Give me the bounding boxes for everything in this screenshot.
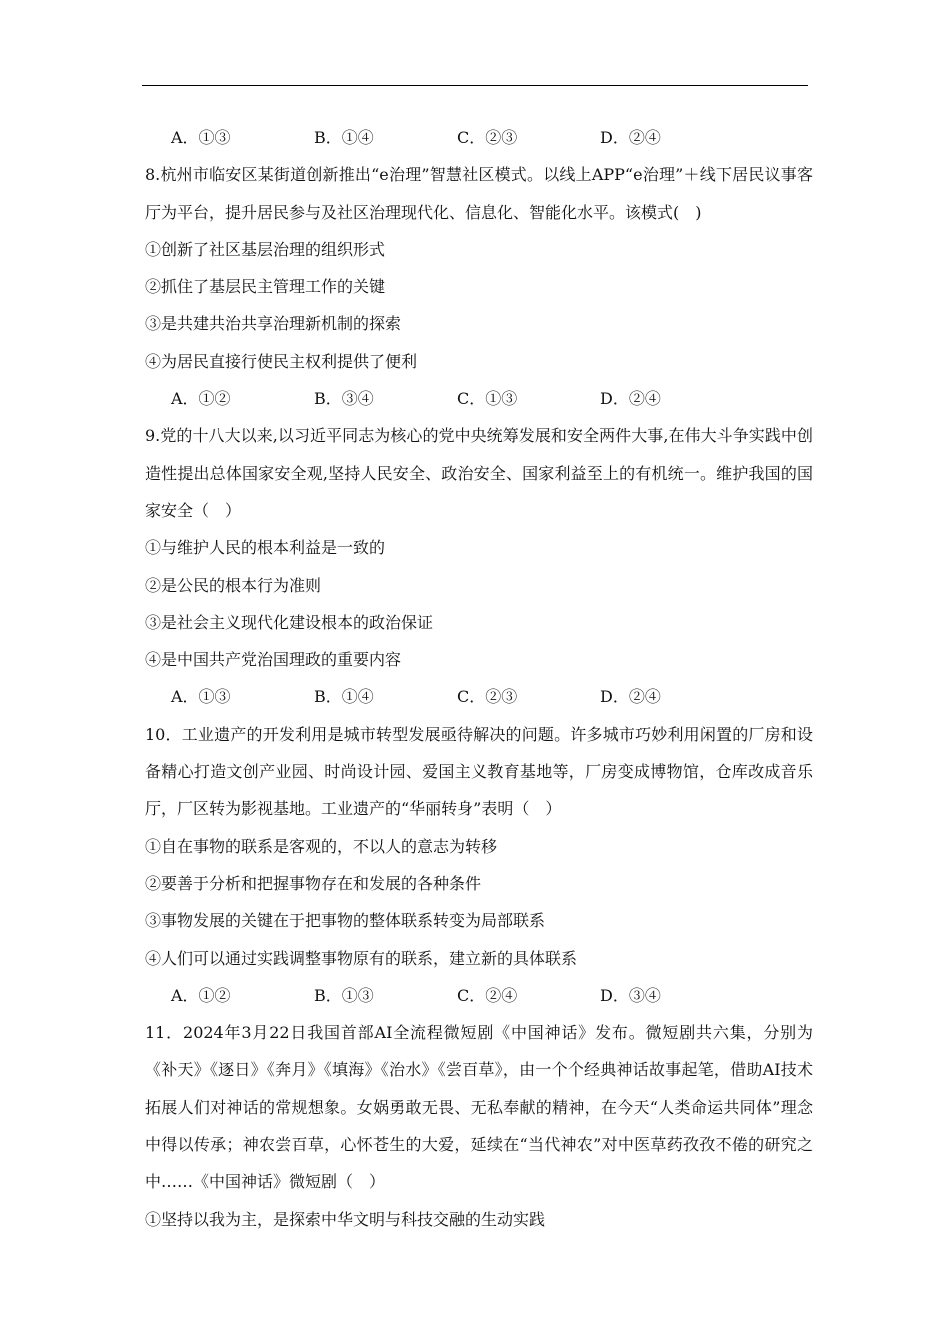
option-b: B．①③: [314, 985, 374, 1005]
option-b: B．①④: [314, 687, 374, 707]
statement-item: ①自在事物的联系是客观的，不以人的意志为转移: [145, 836, 498, 856]
option-d: D．③④: [600, 985, 661, 1005]
option-d: D．②④: [600, 687, 661, 707]
option-c: C．②③: [457, 687, 518, 707]
option-b: B．③④: [314, 389, 374, 409]
statement-item: ③是共建共治共享治理新机制的探索: [145, 314, 402, 334]
statement-item: ③是社会主义现代化建设根本的政治保证: [145, 612, 434, 632]
option-a: A．①③: [171, 128, 231, 147]
statement-item: ①坚持以我为主，是探索中华文明与科技交融的生动实践: [145, 1209, 546, 1229]
option-d: D．②④: [600, 128, 661, 147]
options-row: [145, 380, 813, 417]
option-a: A．①②: [171, 389, 231, 409]
option-c: C．②④: [457, 985, 518, 1005]
question-stem: 11．2024年3月22日我国首部AI全流程微短剧《中国神话》发布。微短剧共六集，分别为《补天》《逐日》《奔月》《填海》《治水》《尝百草》，由一个个经典神话故事起笔，借助AI技术拓展人们对神话的常规想象。女娲勇敢无畏、无私奉献的精神，在今天“人类命运共同体”理念中得以传承；神农尝百草，心怀苍生的大爱，延续在“当代神农”对中医草药孜孜不倦的研究之中……《中国神话》微短剧（ ）: [145, 1023, 813, 1192]
question-stem: 10．工业遗产的开发利用是城市转型发展亟待解决的问题。许多城市巧妙利用闲置的厂房和设备精心打造文创产业园、时尚设计园、爱国主义教育基地等，厂房变成博物馆，仓库改成音乐厅，厂区转为影视基地。工业遗产的“华丽转身”表明（ ）: [145, 724, 813, 819]
options-row: [145, 977, 813, 1014]
statement-item: ①与维护人民的根本利益是一致的: [145, 538, 386, 558]
statement-item: ③事物发展的关键在于把事物的整体联系转变为局部联系: [145, 911, 546, 931]
options-row: [145, 678, 813, 715]
question-stem: 9.党的十八大以来,以习近平同志为核心的党中央统筹发展和安全两件大事,在伟大斗争实践中创造性提出总体国家安全观,坚持人民安全、政治安全、国家利益至上的有机统一。维护我国的国家安全（ ）: [145, 426, 813, 520]
statement-item: ④是中国共产党治国理政的重要内容: [145, 650, 402, 670]
option-a: A．①③: [171, 687, 231, 707]
header-rule: [142, 85, 808, 86]
statement-item: ②要善于分析和把握事物存在和发展的各种条件: [145, 873, 482, 893]
option-b: B．①④: [314, 128, 374, 147]
statement-item: ②抓住了基层民主管理工作的关键: [145, 277, 386, 297]
statement-item: ①创新了社区基层治理的组织形式: [145, 239, 386, 259]
statement-item: ④人们可以通过实践调整事物原有的联系，建立新的具体联系: [145, 948, 578, 968]
option-d: D．②④: [600, 389, 661, 409]
exam-content: [145, 119, 813, 1238]
options-row: [145, 119, 813, 156]
statement-item: ②是公民的根本行为准则: [145, 575, 322, 595]
question-stem: 8.杭州市临安区某街道创新推出“e治理”智慧社区模式。以线上APP“e治理”＋线下居民议事客厅为平台，提升居民参与及社区治理现代化、信息化、智能化水平。该模式( ): [145, 165, 813, 222]
option-a: A．①②: [171, 985, 231, 1005]
statement-item: ④为居民直接行使民主权利提供了便利: [145, 351, 418, 371]
option-c: C．②③: [457, 128, 518, 147]
option-c: C．①③: [457, 389, 518, 409]
